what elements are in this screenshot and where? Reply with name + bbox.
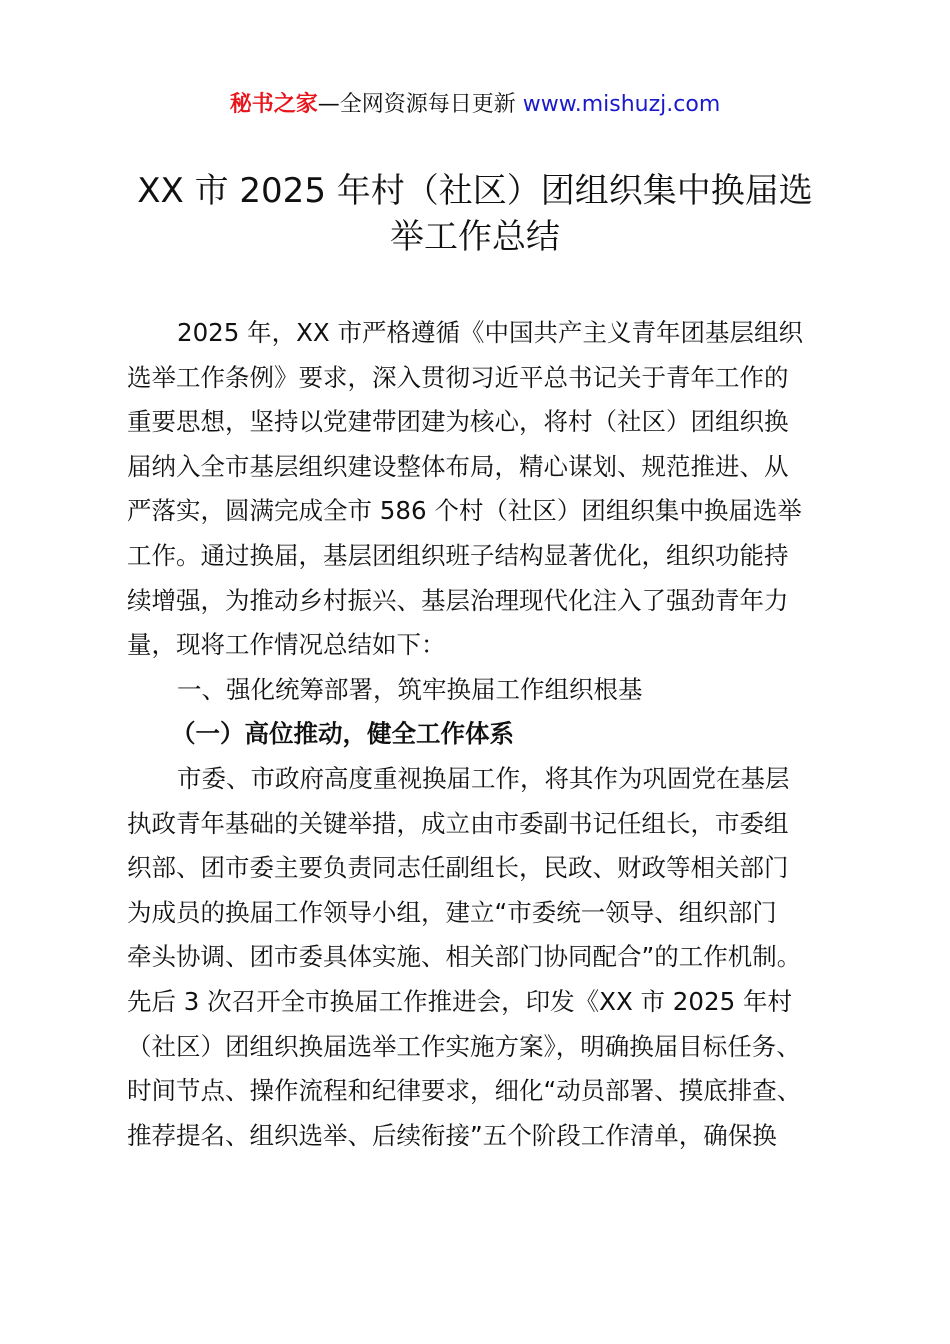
paragraph-line: 严落实，圆满完成全市 586 个村（社区）团组织集中换届选举 (127, 496, 802, 526)
subsection-heading: （一）高位推动，健全工作体系 (171, 719, 514, 749)
document-title-line: XX 市 2025 年村（社区）团组织集中换届选 (137, 171, 813, 211)
paragraph-line: 选举工作条例》要求，深入贯彻习近平总书记关于青年工作的 (127, 362, 789, 392)
intro-paragraph (127, 311, 857, 668)
document-title (0, 168, 950, 260)
section-paragraph (127, 757, 857, 1158)
paragraph-line: 2025 年，XX 市严格遵循《中国共产主义青年团基层组织 (177, 318, 803, 347)
paragraph-line: 量，现将工作情况总结如下： (127, 630, 446, 660)
site-url-link[interactable]: www.mishuzj.com (522, 92, 721, 117)
site-header-banner (0, 88, 950, 122)
paragraph-line: 先后 3 次召开全市换届工作推进会，印发《XX 市 2025 年村 (127, 986, 792, 1016)
paragraph-line: 重要思想，坚持以党建带团建为核心，将村（社区）团组织换 (127, 407, 789, 437)
site-slogan: —全网资源每日更新 (317, 92, 516, 117)
document-title-line: 举工作总结 (390, 217, 560, 257)
paragraph-line: 届纳入全市基层组织建设整体布局，精心谋划、规范推进、从 (127, 451, 789, 481)
paragraph-line: 工作。通过换届，基层团组织班子结构显著优化，组织功能持 (127, 540, 789, 570)
paragraph-line: 织部、团市委主要负责同志任副组长，民政、财政等相关部门 (127, 853, 789, 883)
paragraph-line: （社区）团组织换届选举工作实施方案》，明确换届目标任务、 (127, 1031, 801, 1061)
paragraph-line: 为成员的换届工作领导小组，建立“市委统一领导、组织部门 (127, 897, 777, 927)
paragraph-line: 市委、市政府高度重视换届工作，将其作为巩固党在基层 (177, 763, 790, 793)
document-body (127, 311, 857, 1158)
paragraph-line: 牵头协调、团市委具体实施、相关部门协同配合”的工作机制。 (127, 942, 802, 972)
section-heading: 一、强化统筹部署，筑牢换届工作组织根基 (177, 674, 643, 704)
paragraph-line: 推荐提名、组织选举、后续衔接”五个阶段工作清单，确保换 (127, 1120, 777, 1150)
paragraph-line: 执政青年基础的关键举措，成立由市委副书记任组长，市委组 (127, 808, 789, 838)
paragraph-line: 续增强，为推动乡村振兴、基层治理现代化注入了强劲青年力 (127, 585, 789, 615)
site-brand-name: 秘书之家 (229, 92, 318, 117)
paragraph-line: 时间节点、操作流程和纪律要求，细化“动员部署、摸底排查、 (127, 1076, 802, 1106)
